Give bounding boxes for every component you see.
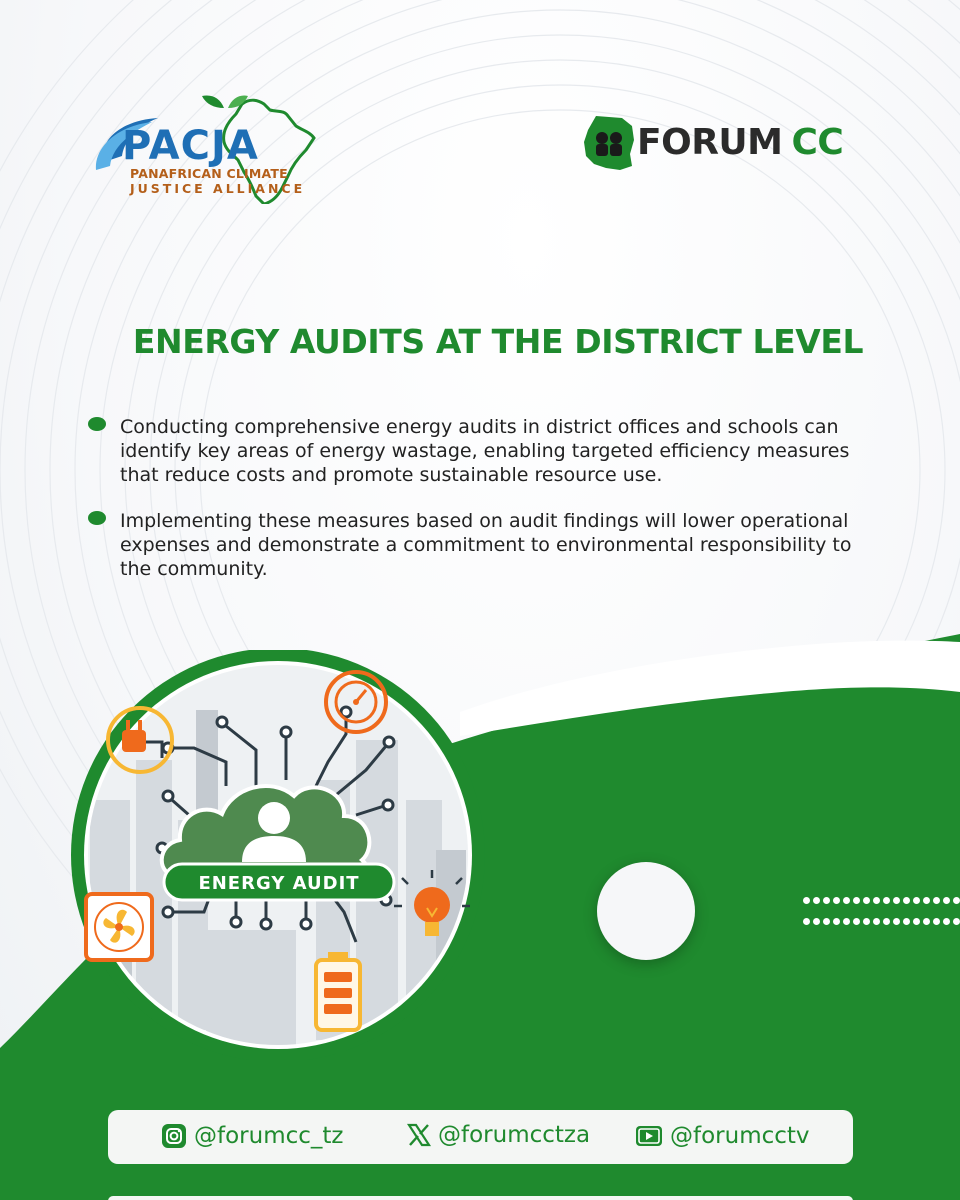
pacja-short: PACJA — [122, 123, 259, 169]
instagram-handle: @forumcc_tz — [194, 1123, 344, 1149]
decorative-dot — [883, 918, 890, 925]
decorative-dot — [913, 897, 920, 904]
x-handle: @forumcctza — [438, 1122, 591, 1148]
youtube-icon — [634, 1122, 664, 1150]
forumcc-logo — [582, 112, 844, 174]
decorative-dot — [873, 918, 880, 925]
decorative-dot — [833, 918, 840, 925]
decorative-circle — [597, 862, 695, 960]
decorative-dots — [803, 897, 960, 907]
decorative-dot — [873, 897, 880, 904]
bullet-dot — [88, 511, 106, 525]
energy-audit-label: ENERGY AUDIT — [198, 873, 360, 894]
decorative-dot — [953, 897, 960, 904]
decorative-dot — [803, 897, 810, 904]
x-link[interactable] — [406, 1122, 590, 1148]
tanzania-map-icon — [582, 112, 638, 174]
bullet-text: Implementing these measures based on audit findings will lower operational expenses and demonstrate a commitment to environmental responsibility to the community. — [120, 510, 852, 580]
decorative-dot — [943, 897, 950, 904]
forumcc-word-forum: FORUM — [637, 122, 783, 163]
forumcc-wordmark — [637, 122, 843, 163]
decorative-dot — [933, 918, 940, 925]
decorative-dot — [823, 918, 830, 925]
decorative-dots — [803, 918, 960, 928]
decorative-dot — [953, 918, 960, 925]
decorative-dot — [943, 918, 950, 925]
page-title: ENERGY AUDITS AT THE DISTRICT LEVEL — [132, 322, 864, 361]
decorative-dot — [843, 918, 850, 925]
decorative-dot — [893, 918, 900, 925]
bullet-text: Conducting comprehensive energy audits in district offices and schools can identify key areas of energy wastage, enabling targeted efficiency measures that reduce costs and promote sustainable resource use. — [120, 416, 850, 486]
instagram-link[interactable] — [160, 1122, 344, 1150]
energy-audit-illustration — [56, 650, 506, 1060]
decorative-dot — [803, 918, 810, 925]
bullet-item — [88, 415, 888, 487]
decorative-dot — [863, 918, 870, 925]
decorative-dot — [863, 897, 870, 904]
decorative-dot — [843, 897, 850, 904]
decorative-dot — [853, 918, 860, 925]
x-icon — [406, 1122, 432, 1148]
pacja-logo — [92, 92, 328, 204]
battery-icon — [316, 952, 360, 1030]
forumcc-word-cc: CC — [791, 122, 844, 163]
youtube-handle: @forumcctv — [670, 1123, 810, 1149]
bullet-dot — [88, 417, 106, 431]
decorative-dot — [923, 918, 930, 925]
decorative-dot — [813, 897, 820, 904]
fan-icon — [86, 894, 152, 960]
youtube-link[interactable] — [634, 1122, 810, 1150]
instagram-icon — [160, 1122, 188, 1150]
decorative-dot — [933, 897, 940, 904]
decorative-dot — [823, 897, 830, 904]
decorative-dot — [833, 897, 840, 904]
decorative-dot — [893, 897, 900, 904]
bullet-item — [88, 509, 888, 581]
decorative-dot — [903, 918, 910, 925]
decorative-dot — [813, 918, 820, 925]
decorative-dot — [883, 897, 890, 904]
social-bar-partial — [108, 1196, 853, 1200]
pacja-line-1: PANAFRICAN CLIMATE — [130, 166, 288, 181]
pacja-line-2: JUSTICE ALLIANCE — [130, 181, 306, 196]
decorative-dot — [853, 897, 860, 904]
decorative-dot — [913, 918, 920, 925]
social-bar — [108, 1110, 853, 1164]
decorative-dot — [903, 897, 910, 904]
decorative-dot — [923, 897, 930, 904]
gauge-icon — [326, 672, 386, 732]
